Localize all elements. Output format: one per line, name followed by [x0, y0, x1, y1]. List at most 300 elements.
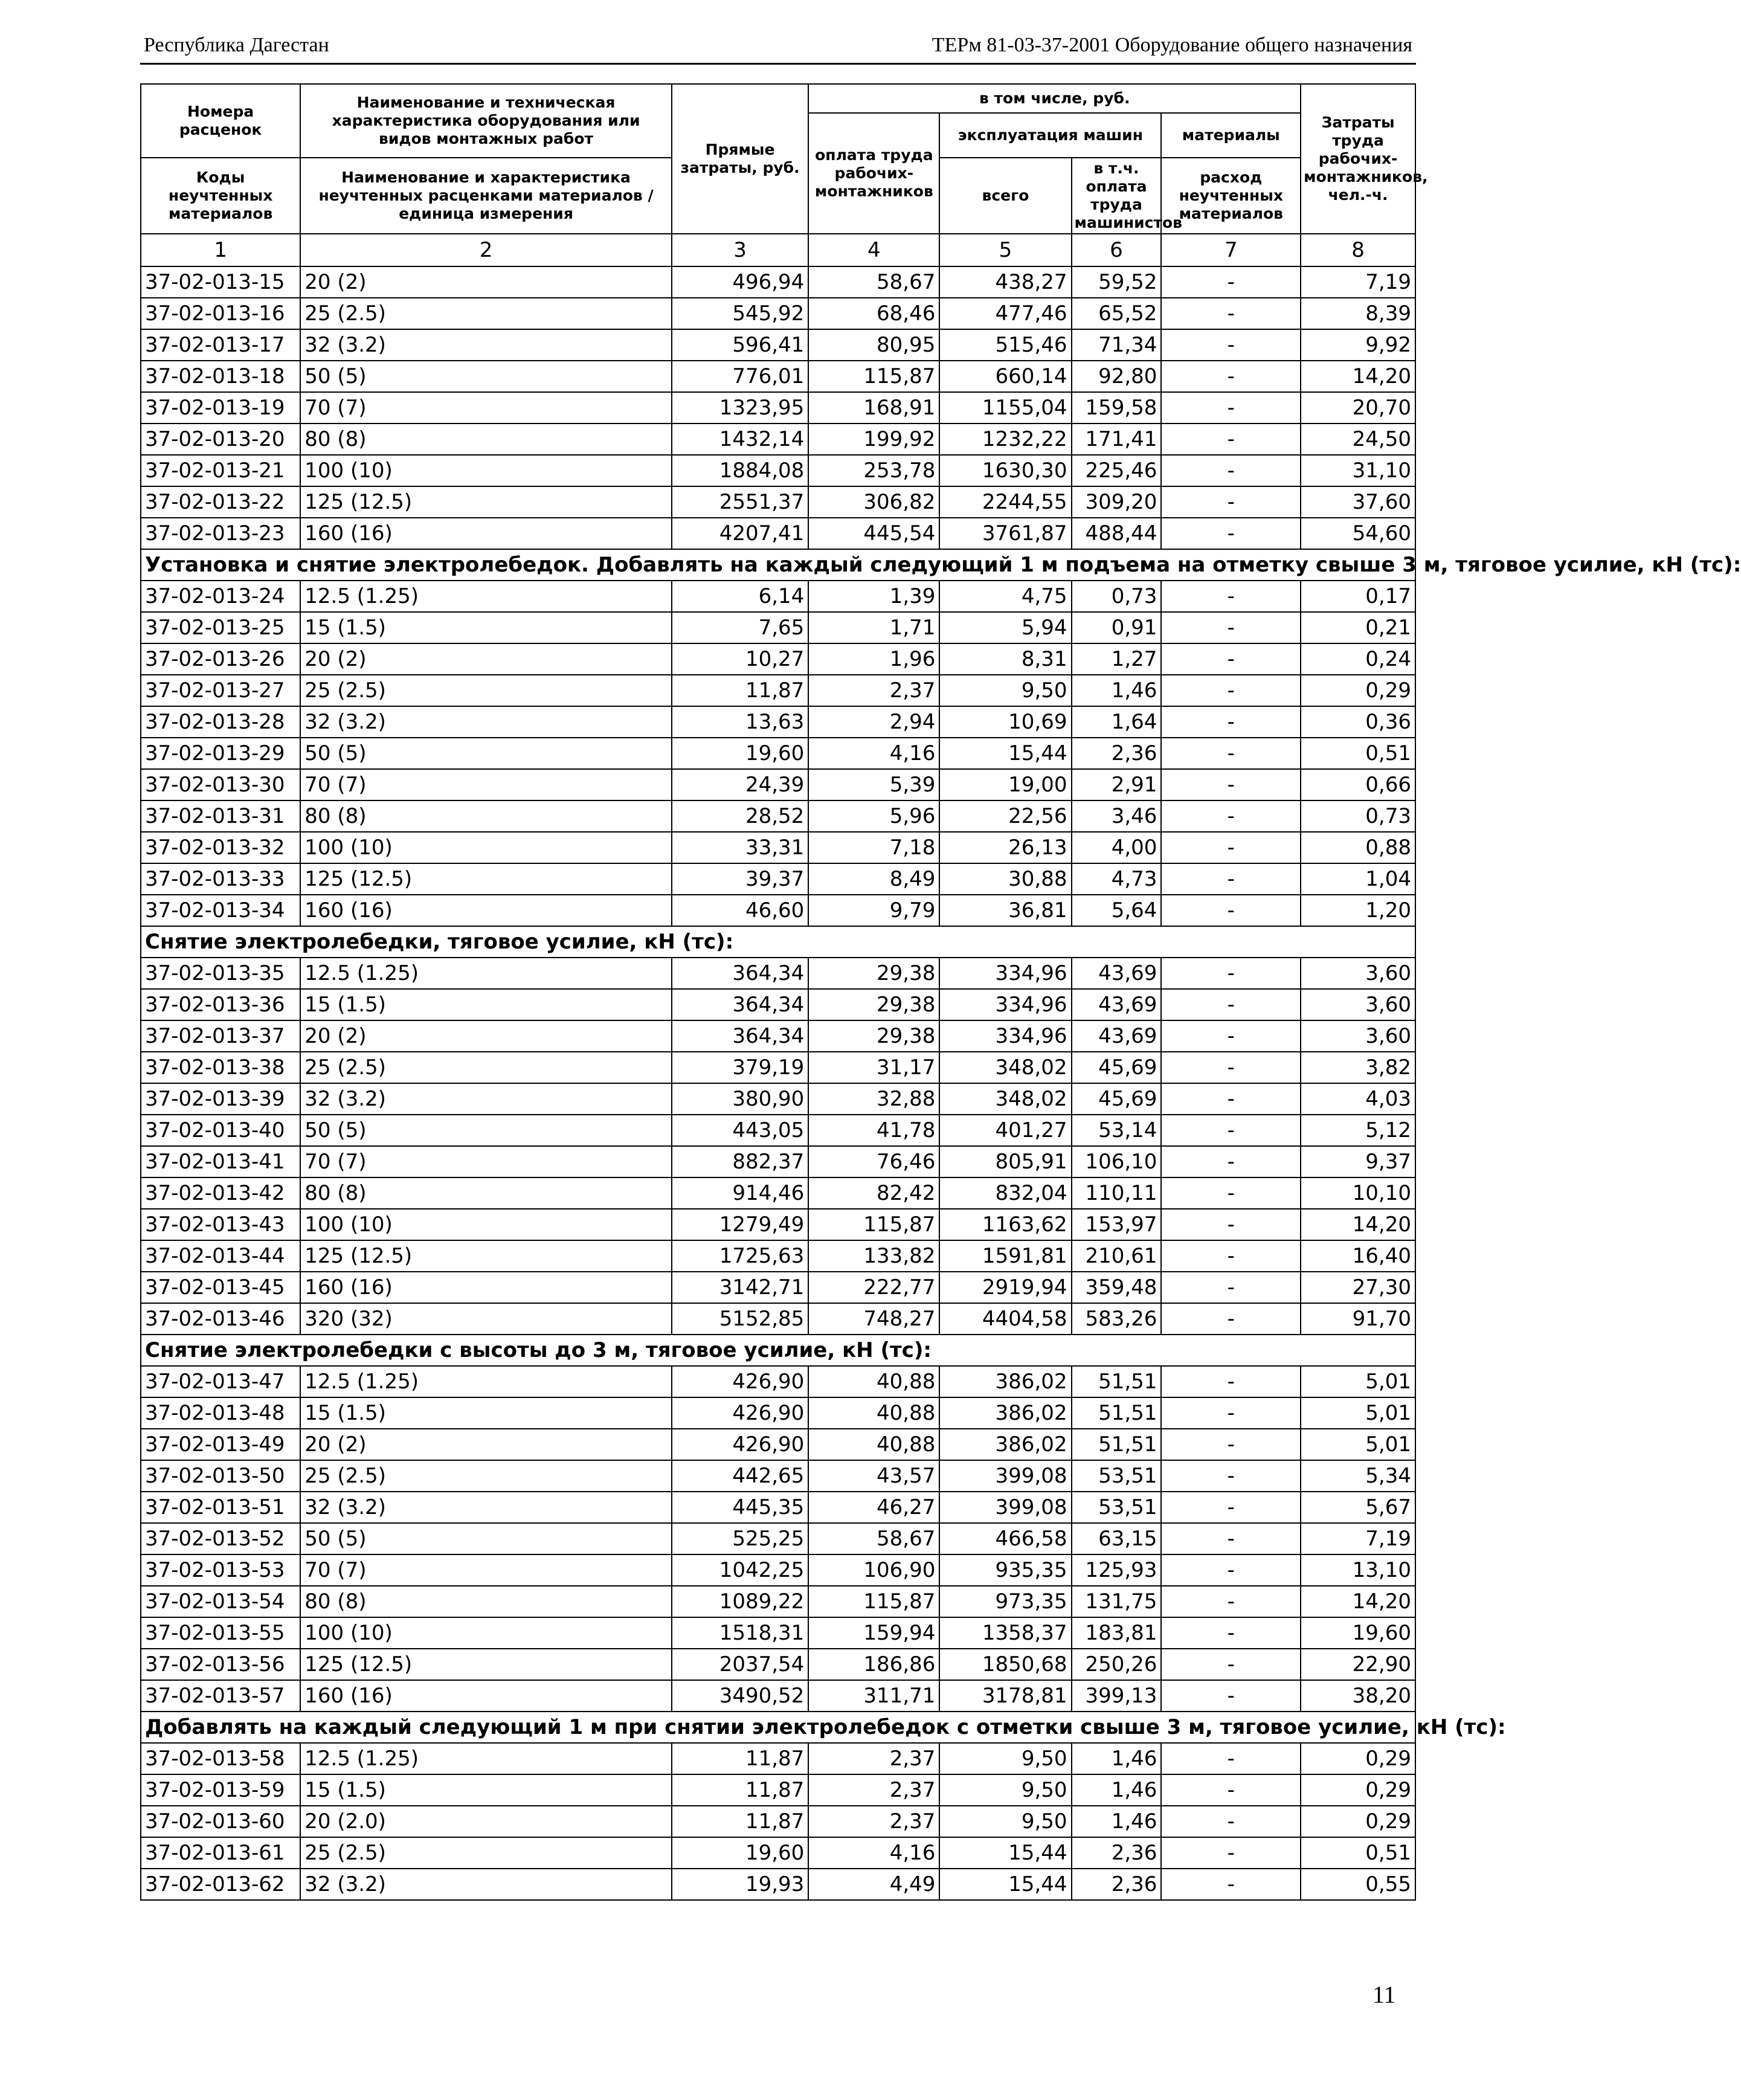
direct-cost: 4207,41 — [672, 518, 809, 549]
work-name: 50 (5) — [300, 738, 672, 769]
machinist-wages: 583,26 — [1072, 1303, 1162, 1335]
table-row — [141, 424, 1415, 455]
machinist-wages: 1,46 — [1072, 1743, 1162, 1774]
labor-hours: 16,40 — [1301, 1240, 1415, 1272]
labor-hours: 0,66 — [1301, 769, 1415, 800]
direct-cost: 364,34 — [672, 958, 809, 989]
rate-code: 37-02-013-53 — [141, 1554, 300, 1586]
labor-hours: 1,20 — [1301, 895, 1415, 926]
direct-cost: 914,46 — [672, 1177, 809, 1209]
direct-cost: 1089,22 — [672, 1586, 809, 1617]
direct-cost: 1323,95 — [672, 392, 809, 424]
work-name: 100 (10) — [300, 832, 672, 863]
unaccounted-materials: - — [1161, 1837, 1301, 1869]
labor-cost: 7,18 — [808, 832, 939, 863]
direct-cost: 426,90 — [672, 1429, 809, 1460]
machine-cost-total: 10,69 — [939, 706, 1071, 738]
labor-hours: 14,20 — [1301, 1209, 1415, 1240]
machine-cost-total: 9,50 — [939, 675, 1071, 706]
table-row — [141, 800, 1415, 832]
labor-hours: 0,24 — [1301, 643, 1415, 675]
machine-cost-total: 9,50 — [939, 1806, 1071, 1837]
machinist-wages: 92,80 — [1072, 361, 1162, 392]
labor-hours: 5,01 — [1301, 1397, 1415, 1429]
table-row — [141, 1429, 1415, 1460]
unaccounted-materials: - — [1161, 1869, 1301, 1900]
machinist-wages: 45,69 — [1072, 1083, 1162, 1115]
labor-hours: 37,60 — [1301, 486, 1415, 518]
labor-hours: 0,55 — [1301, 1869, 1415, 1900]
labor-cost: 58,67 — [808, 1523, 939, 1554]
labor-hours: 9,92 — [1301, 329, 1415, 361]
machinist-wages: 1,46 — [1072, 1806, 1162, 1837]
col7-header: расход неучтенных материалов — [1161, 158, 1301, 234]
machine-cost-total: 1232,22 — [939, 424, 1071, 455]
machine-cost-total: 15,44 — [939, 1837, 1071, 1869]
machine-cost-total: 2244,55 — [939, 486, 1071, 518]
unaccounted-materials: - — [1161, 1429, 1301, 1460]
machine-cost-total: 15,44 — [939, 1869, 1071, 1900]
direct-cost: 596,41 — [672, 329, 809, 361]
table-row — [141, 1492, 1415, 1523]
unaccounted-materials: - — [1161, 1146, 1301, 1177]
work-name: 320 (32) — [300, 1303, 672, 1335]
rate-code: 37-02-013-54 — [141, 1586, 300, 1617]
unaccounted-materials: - — [1161, 863, 1301, 895]
table-row — [141, 1837, 1415, 1869]
rate-code: 37-02-013-41 — [141, 1146, 300, 1177]
labor-hours: 8,39 — [1301, 298, 1415, 329]
direct-cost: 1279,49 — [672, 1209, 809, 1240]
labor-hours: 38,20 — [1301, 1680, 1415, 1712]
section-header-row — [141, 1712, 1415, 1743]
machine-cost-total: 334,96 — [939, 958, 1071, 989]
rate-code: 37-02-013-49 — [141, 1429, 300, 1460]
work-name: 12.5 (1.25) — [300, 581, 672, 612]
rate-code: 37-02-013-45 — [141, 1272, 300, 1303]
direct-cost: 13,63 — [672, 706, 809, 738]
machinist-wages: 51,51 — [1072, 1397, 1162, 1429]
labor-cost: 253,78 — [808, 455, 939, 486]
rate-code: 37-02-013-43 — [141, 1209, 300, 1240]
unaccounted-materials: - — [1161, 581, 1301, 612]
work-name: 32 (3.2) — [300, 329, 672, 361]
direct-cost: 3490,52 — [672, 1680, 809, 1712]
header-document-title: ТЕРм 81-03-37-2001 Оборудование общего назначения — [932, 34, 1412, 56]
machine-cost-total: 3761,87 — [939, 518, 1071, 549]
unaccounted-materials: - — [1161, 832, 1301, 863]
work-name: 20 (2) — [300, 1429, 672, 1460]
direct-cost: 19,60 — [672, 738, 809, 769]
rate-code: 37-02-013-38 — [141, 1052, 300, 1083]
table-row — [141, 643, 1415, 675]
table-row — [141, 1052, 1415, 1083]
machine-cost-total: 832,04 — [939, 1177, 1071, 1209]
machine-cost-total: 334,96 — [939, 1020, 1071, 1052]
table-row — [141, 863, 1415, 895]
section-title: Снятие электролебедки, тяговое усилие, кН (тс): — [141, 926, 1415, 958]
machinist-wages: 59,52 — [1072, 266, 1162, 298]
labor-cost: 40,88 — [808, 1397, 939, 1429]
machinist-wages: 65,52 — [1072, 298, 1162, 329]
labor-cost: 186,86 — [808, 1649, 939, 1680]
rate-code: 37-02-013-60 — [141, 1806, 300, 1837]
col3-header: Прямые затраты, руб. — [672, 84, 809, 234]
labor-cost: 80,95 — [808, 329, 939, 361]
unaccounted-materials: - — [1161, 1209, 1301, 1240]
machine-cost-total: 2919,94 — [939, 1272, 1071, 1303]
column-number: 5 — [939, 234, 1071, 266]
unaccounted-materials: - — [1161, 1806, 1301, 1837]
direct-cost: 1725,63 — [672, 1240, 809, 1272]
labor-hours: 0,29 — [1301, 1806, 1415, 1837]
labor-cost: 9,79 — [808, 895, 939, 926]
table-row — [141, 1523, 1415, 1554]
labor-cost: 29,38 — [808, 989, 939, 1020]
labor-hours: 0,73 — [1301, 800, 1415, 832]
machinist-wages: 2,36 — [1072, 1869, 1162, 1900]
machine-cost-total: 466,58 — [939, 1523, 1071, 1554]
column-number: 8 — [1301, 234, 1415, 266]
machine-cost-total: 386,02 — [939, 1397, 1071, 1429]
machine-cost-total: 4404,58 — [939, 1303, 1071, 1335]
work-name: 20 (2) — [300, 1020, 672, 1052]
labor-cost: 311,71 — [808, 1680, 939, 1712]
rate-code: 37-02-013-29 — [141, 738, 300, 769]
machine-cost-total: 3178,81 — [939, 1680, 1071, 1712]
machinist-wages: 159,58 — [1072, 392, 1162, 424]
rate-code: 37-02-013-36 — [141, 989, 300, 1020]
table-row — [141, 1177, 1415, 1209]
labor-hours: 4,03 — [1301, 1083, 1415, 1115]
table-row — [141, 895, 1415, 926]
unaccounted-materials: - — [1161, 455, 1301, 486]
labor-cost: 168,91 — [808, 392, 939, 424]
unaccounted-materials: - — [1161, 1240, 1301, 1272]
rate-code: 37-02-013-25 — [141, 612, 300, 643]
rate-code: 37-02-013-17 — [141, 329, 300, 361]
table-row — [141, 612, 1415, 643]
machinist-wages: 131,75 — [1072, 1586, 1162, 1617]
table-row — [141, 1774, 1415, 1806]
work-name: 100 (10) — [300, 1209, 672, 1240]
page-number: 11 — [1373, 1981, 1396, 2008]
work-name: 32 (3.2) — [300, 1869, 672, 1900]
rate-code: 37-02-013-27 — [141, 675, 300, 706]
table-row — [141, 832, 1415, 863]
direct-cost: 1432,14 — [672, 424, 809, 455]
work-name: 12.5 (1.25) — [300, 1743, 672, 1774]
table-row — [141, 1649, 1415, 1680]
direct-cost: 882,37 — [672, 1146, 809, 1177]
machinist-wages: 309,20 — [1072, 486, 1162, 518]
labor-cost: 133,82 — [808, 1240, 939, 1272]
machinist-wages: 1,46 — [1072, 1774, 1162, 1806]
labor-cost: 8,49 — [808, 863, 939, 895]
labor-cost: 43,57 — [808, 1460, 939, 1492]
labor-cost: 445,54 — [808, 518, 939, 549]
machinist-wages: 171,41 — [1072, 424, 1162, 455]
labor-hours: 5,12 — [1301, 1115, 1415, 1146]
table-row — [141, 518, 1415, 549]
work-name: 125 (12.5) — [300, 1649, 672, 1680]
rate-code: 37-02-013-15 — [141, 266, 300, 298]
col1-header-top: Номера расценок — [141, 84, 300, 158]
machinist-wages: 71,34 — [1072, 329, 1162, 361]
work-name: 25 (2.5) — [300, 1837, 672, 1869]
work-name: 70 (7) — [300, 392, 672, 424]
rate-code: 37-02-013-47 — [141, 1366, 300, 1397]
work-name: 80 (8) — [300, 1177, 672, 1209]
direct-cost: 11,87 — [672, 1743, 809, 1774]
table-row — [141, 1209, 1415, 1240]
unaccounted-materials: - — [1161, 769, 1301, 800]
direct-cost: 39,37 — [672, 863, 809, 895]
labor-hours: 20,70 — [1301, 392, 1415, 424]
unaccounted-materials: - — [1161, 1586, 1301, 1617]
direct-cost: 1518,31 — [672, 1617, 809, 1649]
table-row — [141, 581, 1415, 612]
work-name: 160 (16) — [300, 518, 672, 549]
column-number: 4 — [808, 234, 939, 266]
machine-cost-total: 401,27 — [939, 1115, 1071, 1146]
work-name: 100 (10) — [300, 455, 672, 486]
labor-hours: 91,70 — [1301, 1303, 1415, 1335]
labor-cost: 29,38 — [808, 958, 939, 989]
column-number-row — [141, 234, 1415, 266]
machinist-wages: 1,27 — [1072, 643, 1162, 675]
materials-header: материалы — [1161, 113, 1301, 158]
work-name: 100 (10) — [300, 1617, 672, 1649]
rate-code: 37-02-013-31 — [141, 800, 300, 832]
work-name: 32 (3.2) — [300, 1083, 672, 1115]
labor-cost: 1,71 — [808, 612, 939, 643]
unaccounted-materials: - — [1161, 706, 1301, 738]
machine-cost-total: 386,02 — [939, 1366, 1071, 1397]
rates-table — [140, 83, 1741, 1901]
direct-cost: 364,34 — [672, 989, 809, 1020]
column-number: 6 — [1072, 234, 1162, 266]
unaccounted-materials: - — [1161, 675, 1301, 706]
table-row — [141, 769, 1415, 800]
rate-code: 37-02-013-22 — [141, 486, 300, 518]
table-row — [141, 989, 1415, 1020]
machine-cost-total: 5,94 — [939, 612, 1071, 643]
machinist-wages: 488,44 — [1072, 518, 1162, 549]
machinist-wages: 53,51 — [1072, 1492, 1162, 1523]
machinist-wages: 53,51 — [1072, 1460, 1162, 1492]
direct-cost: 380,90 — [672, 1083, 809, 1115]
machinist-wages: 43,69 — [1072, 958, 1162, 989]
direct-cost: 2551,37 — [672, 486, 809, 518]
machine-cost-total: 805,91 — [939, 1146, 1071, 1177]
machine-cost-total: 1591,81 — [939, 1240, 1071, 1272]
direct-cost: 11,87 — [672, 1774, 809, 1806]
table-row — [141, 1460, 1415, 1492]
rate-code: 37-02-013-56 — [141, 1649, 300, 1680]
labor-hours: 0,29 — [1301, 1774, 1415, 1806]
labor-hours: 3,60 — [1301, 1020, 1415, 1052]
table-row — [141, 1554, 1415, 1586]
rate-code: 37-02-013-62 — [141, 1869, 300, 1900]
work-name: 70 (7) — [300, 1554, 672, 1586]
labor-cost: 115,87 — [808, 361, 939, 392]
unaccounted-materials: - — [1161, 266, 1301, 298]
unaccounted-materials: - — [1161, 1052, 1301, 1083]
work-name: 160 (16) — [300, 1272, 672, 1303]
labor-cost: 4,16 — [808, 1837, 939, 1869]
column-number: 7 — [1161, 234, 1301, 266]
table-head — [141, 84, 1428, 234]
work-name: 12.5 (1.25) — [300, 1366, 672, 1397]
machinist-wages: 183,81 — [1072, 1617, 1162, 1649]
labor-hours: 14,20 — [1301, 361, 1415, 392]
labor-cost: 1,39 — [808, 581, 939, 612]
machine-cost-total: 4,75 — [939, 581, 1071, 612]
col8-header: Затраты труда рабочих-монтажников, чел.-ч. — [1301, 84, 1415, 234]
labor-hours: 31,10 — [1301, 455, 1415, 486]
labor-hours: 0,51 — [1301, 1837, 1415, 1869]
table-row — [141, 675, 1415, 706]
machine-cost-total: 399,08 — [939, 1460, 1071, 1492]
labor-cost: 748,27 — [808, 1303, 939, 1335]
labor-cost: 2,37 — [808, 1806, 939, 1837]
direct-cost: 11,87 — [672, 675, 809, 706]
direct-cost: 426,90 — [672, 1366, 809, 1397]
labor-cost: 40,88 — [808, 1429, 939, 1460]
machine-cost-total: 22,56 — [939, 800, 1071, 832]
labor-hours: 24,50 — [1301, 424, 1415, 455]
table-row — [141, 738, 1415, 769]
labor-cost: 2,94 — [808, 706, 939, 738]
unaccounted-materials: - — [1161, 1272, 1301, 1303]
rate-code: 37-02-013-19 — [141, 392, 300, 424]
machine-cost-total: 477,46 — [939, 298, 1071, 329]
labor-hours: 3,82 — [1301, 1052, 1415, 1083]
direct-cost: 33,31 — [672, 832, 809, 863]
rate-code: 37-02-013-61 — [141, 1837, 300, 1869]
labor-cost: 32,88 — [808, 1083, 939, 1115]
work-name: 160 (16) — [300, 1680, 672, 1712]
labor-hours: 7,19 — [1301, 266, 1415, 298]
work-name: 15 (1.5) — [300, 989, 672, 1020]
machinist-wages: 250,26 — [1072, 1649, 1162, 1680]
unaccounted-materials: - — [1161, 392, 1301, 424]
col2-header-top: Наименование и техническая характеристика оборудования или видов монтажных работ — [300, 84, 672, 158]
rate-code: 37-02-013-42 — [141, 1177, 300, 1209]
work-name: 160 (16) — [300, 895, 672, 926]
unaccounted-materials: - — [1161, 1303, 1301, 1335]
table-row — [141, 1303, 1415, 1335]
direct-cost: 364,34 — [672, 1020, 809, 1052]
machine-cost-total: 515,46 — [939, 329, 1071, 361]
labor-hours: 0,17 — [1301, 581, 1415, 612]
direct-cost: 11,87 — [672, 1806, 809, 1837]
table-row — [141, 329, 1415, 361]
unaccounted-materials: - — [1161, 298, 1301, 329]
labor-cost: 2,37 — [808, 675, 939, 706]
table-row — [141, 392, 1415, 424]
machinist-wages: 53,14 — [1072, 1115, 1162, 1146]
work-name: 25 (2.5) — [300, 1052, 672, 1083]
machinist-wages: 210,61 — [1072, 1240, 1162, 1272]
table-row — [141, 1743, 1415, 1774]
rate-code: 37-02-013-26 — [141, 643, 300, 675]
rate-code: 37-02-013-52 — [141, 1523, 300, 1554]
unaccounted-materials: - — [1161, 424, 1301, 455]
work-name: 80 (8) — [300, 800, 672, 832]
machinist-wages: 106,10 — [1072, 1146, 1162, 1177]
machinist-wages: 63,15 — [1072, 1523, 1162, 1554]
work-name: 125 (12.5) — [300, 1240, 672, 1272]
table-row — [141, 1869, 1415, 1900]
table-row — [141, 1146, 1415, 1177]
labor-hours: 5,67 — [1301, 1492, 1415, 1523]
unaccounted-materials: - — [1161, 1617, 1301, 1649]
work-name: 32 (3.2) — [300, 1492, 672, 1523]
column-number: 1 — [141, 234, 300, 266]
rate-code: 37-02-013-30 — [141, 769, 300, 800]
machine-cost-total: 973,35 — [939, 1586, 1071, 1617]
rate-code: 37-02-013-55 — [141, 1617, 300, 1649]
work-name: 20 (2) — [300, 266, 672, 298]
labor-hours: 13,10 — [1301, 1554, 1415, 1586]
machine-cost-total: 386,02 — [939, 1429, 1071, 1460]
column-number: 3 — [672, 234, 809, 266]
unaccounted-materials: - — [1161, 738, 1301, 769]
machines-header: эксплуатация машин — [939, 113, 1161, 158]
rate-code: 37-02-013-35 — [141, 958, 300, 989]
rate-code: 37-02-013-20 — [141, 424, 300, 455]
rate-code: 37-02-013-57 — [141, 1680, 300, 1712]
labor-hours: 7,19 — [1301, 1523, 1415, 1554]
rate-code: 37-02-013-24 — [141, 581, 300, 612]
machinist-wages: 3,46 — [1072, 800, 1162, 832]
unaccounted-materials: - — [1161, 1492, 1301, 1523]
labor-hours: 3,60 — [1301, 989, 1415, 1020]
rate-code: 37-02-013-37 — [141, 1020, 300, 1052]
machine-cost-total: 935,35 — [939, 1554, 1071, 1586]
unaccounted-materials: - — [1161, 643, 1301, 675]
labor-hours: 5,34 — [1301, 1460, 1415, 1492]
labor-hours: 10,10 — [1301, 1177, 1415, 1209]
unaccounted-materials: - — [1161, 1366, 1301, 1397]
work-name: 12.5 (1.25) — [300, 958, 672, 989]
work-name: 32 (3.2) — [300, 706, 672, 738]
work-name: 50 (5) — [300, 1115, 672, 1146]
machinist-wages: 0,91 — [1072, 612, 1162, 643]
table-row — [141, 1272, 1415, 1303]
work-name: 50 (5) — [300, 361, 672, 392]
direct-cost: 19,93 — [672, 1869, 809, 1900]
machine-cost-total: 660,14 — [939, 361, 1071, 392]
labor-hours: 0,88 — [1301, 832, 1415, 863]
rate-code: 37-02-013-46 — [141, 1303, 300, 1335]
machine-cost-total: 9,50 — [939, 1774, 1071, 1806]
direct-cost: 776,01 — [672, 361, 809, 392]
direct-cost: 445,35 — [672, 1492, 809, 1523]
labor-cost: 2,37 — [808, 1743, 939, 1774]
labor-hours: 5,01 — [1301, 1366, 1415, 1397]
page-header — [140, 27, 1416, 65]
section-title: Снятие электролебедки с высоты до 3 м, тяговое усилие, кН (тс): — [141, 1335, 1415, 1366]
table-row — [141, 1586, 1415, 1617]
rate-code: 37-02-013-40 — [141, 1115, 300, 1146]
work-name: 80 (8) — [300, 424, 672, 455]
direct-cost: 24,39 — [672, 769, 809, 800]
machine-cost-total: 30,88 — [939, 863, 1071, 895]
machinist-wages: 2,36 — [1072, 1837, 1162, 1869]
